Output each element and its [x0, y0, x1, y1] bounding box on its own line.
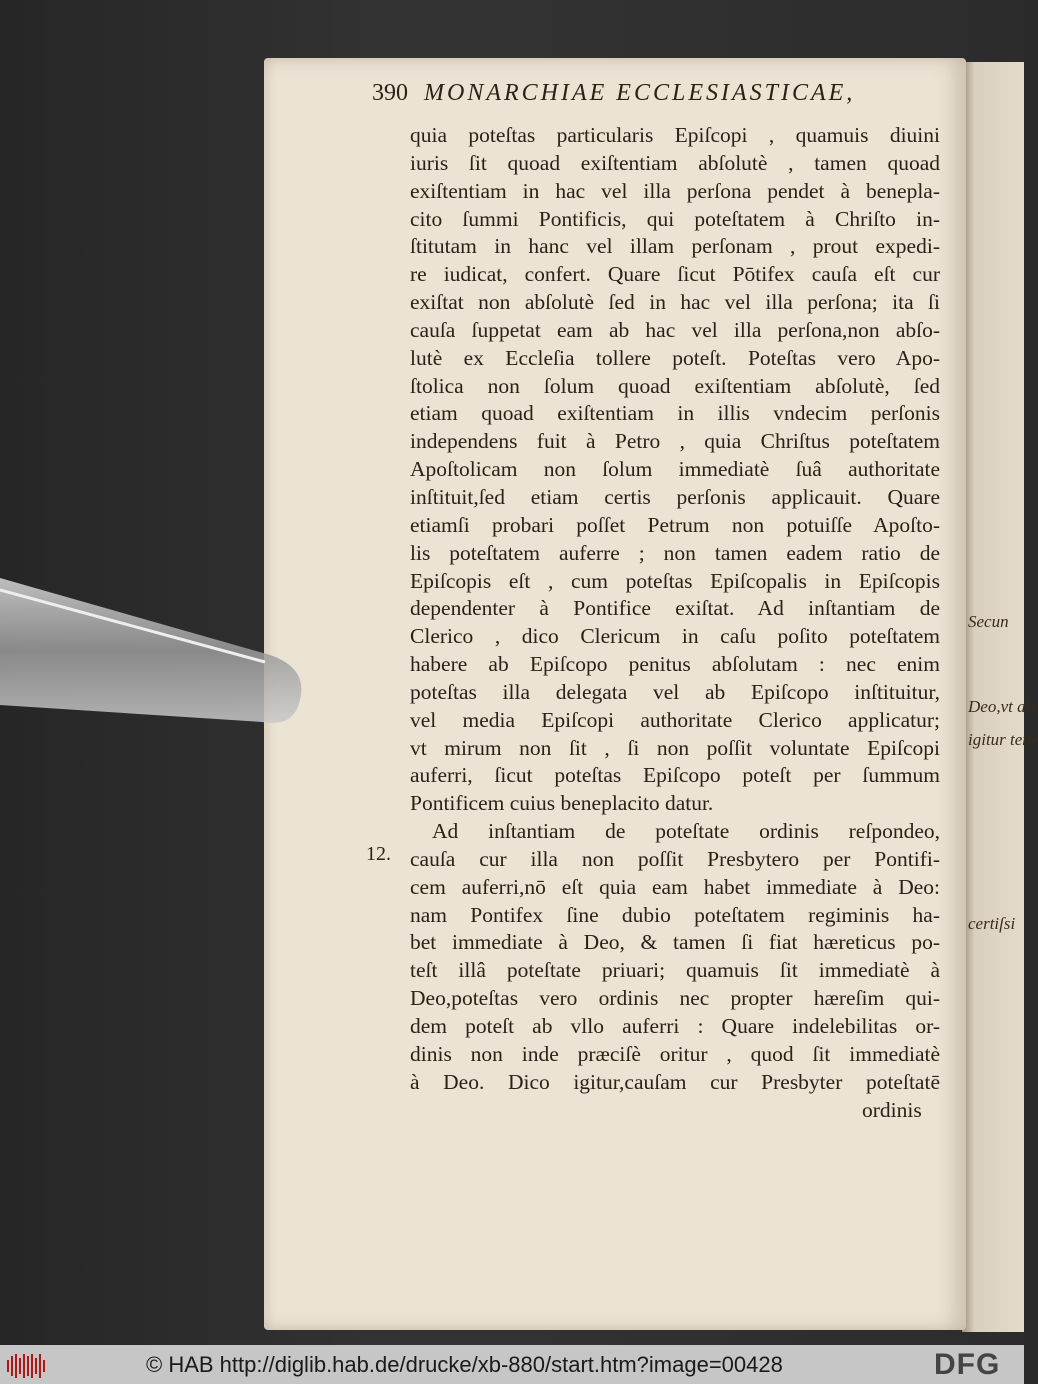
facing-page-fragment: Deo,vt ab [968, 697, 1035, 716]
text-line: etiam quoad exiſtentiam in illis vndecim perſonis [410, 401, 940, 426]
text-line: Pontificem cuius beneplacito datur. [410, 791, 714, 816]
facing-page-fragment: Secun [968, 612, 1009, 631]
text-line: independens fuit à Petro , quia Chriſtus poteſtatem [410, 429, 940, 454]
text-line: cito ſummi Pontificis, qui poteſtatem à Chriſto in- [410, 206, 940, 231]
text-line: Deo,poteſtas vero ordinis nec propter hæreſim qui- [410, 986, 940, 1011]
text-line: vel media Epiſcopi authoritate Clerico applicatur; [410, 707, 940, 732]
text-line: Epiſcopis eſt , cum poteſtas Epiſcopalis in Epiſcopis [410, 568, 940, 593]
text-line: inſtituit,ſed etiam certis perſonis applicauit. Quare [410, 484, 940, 509]
copyright-url: © HAB http://diglib.hab.de/drucke/xb-880/start.htm?image=00428 [146, 1352, 783, 1377]
text-line: lis poteſtatem auferre ; non tamen eadem ratio de [410, 540, 940, 565]
text-line: quia poteſtas particularis Epiſcopi , quamuis diuini [410, 123, 940, 147]
text-line: etiamſi probari poſſet Petrum non potuiſſe Apoſto- [410, 512, 940, 537]
text-line: à Deo. Dico igitur,cauſam cur Presbyter poteſtatē [410, 1069, 940, 1094]
text-line: Clerico , dico Clericum in caſu poſito poteſtatem [410, 624, 940, 649]
page-text [410, 122, 940, 1097]
text-line: vt mirum non ſit , ſi non poſſit voluntate Epiſcopi [410, 735, 940, 760]
text-line: Ad inſtantiam de poteſtate ordinis reſpondeo, [432, 819, 940, 844]
text-line: cauſa cur illa non poſſit Presbytero per Pontifi- [410, 846, 940, 871]
footer-bar [0, 1345, 1024, 1384]
text-line: ſtolica non ſolum quoad exiſtentiam abſolutè, ſed [410, 373, 940, 398]
text-line: re iudicat, confert. Quare ſicut Pōtifex cauſa eſt cur [410, 262, 940, 287]
text-line: ſtitutam in hanc vel illam perſonam , prout expedi- [410, 234, 940, 259]
running-head [372, 80, 942, 107]
text-line: exiſtat non abſolutè ſed in hac vel illa perſona; ita ſi [410, 290, 940, 315]
facing-page-fragment: certiſsi [968, 914, 1016, 933]
text-line: nam Pontifex ſine dubio poteſtatem regiminis ha- [410, 902, 940, 927]
catchword: ordinis [862, 1098, 922, 1122]
text-line: bet immediate à Deo, & tamen ſi fiat hæreticus po- [410, 930, 940, 955]
text-line: iuris ſit quoad exiſtentiam abſolutè , tamen quoad [410, 150, 940, 175]
text-line: dependenter à Pontifice exiſtat. Ad inſtantiam de [410, 596, 940, 621]
text-line: cem auferri,nō eſt quia eam habet immediate à Deo: [410, 874, 940, 899]
text-line: teſt illâ poteſtate priuari; quamuis ſit immediatè à [410, 958, 940, 983]
text-line: dem poteſt ab vllo auferri : Quare indelebilitas or- [410, 1014, 940, 1038]
margin-section-number: 12. [366, 843, 391, 865]
text-line: Apoſtolicam non ſolum immediatè ſuâ authoritate [410, 457, 940, 482]
page-number: 390 [372, 80, 408, 106]
dfg-logo: DFG [934, 1348, 1001, 1381]
facing-page-fragment: igitur tene [968, 730, 1038, 749]
hab-logo-icon [6, 1352, 48, 1378]
text-line: lutè ex Eccleſia tollere poteſt. Poteſtas vero Apo- [410, 345, 940, 370]
text-line: dinis non inde præciſè oritur , quod ſit immediatè [410, 1041, 940, 1066]
text-line: poteſtas illa delegata vel ab Epiſcopo inſtituitur, [410, 679, 940, 704]
text-line: cauſa ſuppetat eam ab hac vel illa perſona,non abſo- [410, 317, 940, 342]
running-title: MONARCHIAE ECCLESIASTICAE, [424, 80, 856, 106]
text-line: auferri, ſicut poteſtas Epiſcopo poteſt per ſummum [410, 763, 940, 788]
glass-rod-page-holder [0, 0, 320, 760]
text-line: habere ab Epiſcopo penitus abſolutam : nec enim [410, 652, 940, 677]
text-line: exiſtentiam in hac vel illa perſona pendet à benepla- [410, 178, 940, 203]
facing-page [962, 62, 1038, 1332]
